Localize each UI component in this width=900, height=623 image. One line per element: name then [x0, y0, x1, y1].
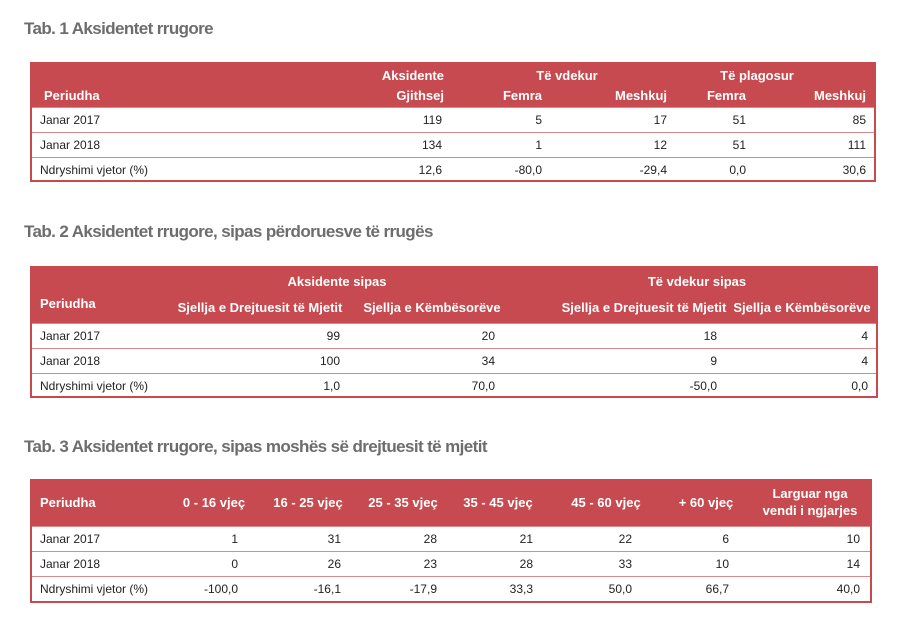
row-label: Janar 2017: [40, 113, 101, 127]
col-header: 0 - 16 vjeç: [182, 495, 246, 510]
cell: 14: [846, 557, 860, 571]
cell: 34: [481, 354, 495, 368]
cell: 1: [231, 532, 238, 546]
cell: 119: [422, 113, 442, 127]
cell: 12: [653, 138, 667, 152]
table-row: [32, 157, 874, 182]
col-header: Larguar nga: [772, 486, 848, 501]
col-header: Femra: [706, 88, 746, 103]
col-header: Gjithsej: [396, 88, 444, 103]
cell: 1: [535, 138, 542, 152]
group-accidents-header: Aksidente sipas: [287, 274, 387, 289]
group-dead-header: Të vdekur: [536, 68, 598, 83]
cell: 23: [423, 557, 437, 571]
cell: 99: [326, 329, 340, 343]
cell: 40,0: [836, 582, 860, 596]
table-row: [32, 526, 870, 551]
cell: 85: [852, 113, 866, 127]
cell: -80,0: [514, 163, 542, 177]
row-label: Janar 2018: [40, 138, 101, 152]
cell: 6: [722, 532, 729, 546]
table-3-title: Tab. 3 Aksidentet rrugore, sipas moshës së drejtuesit të mjetit: [24, 437, 487, 456]
col-header: vendi i ngjarjes: [762, 503, 858, 518]
cell: 0,0: [851, 379, 868, 393]
cell: 51: [732, 138, 746, 152]
col-header: 35 - 45 vjeç: [463, 495, 533, 510]
cell: -29,4: [639, 163, 667, 177]
table-row: [32, 323, 876, 348]
row-label: Janar 2017: [40, 532, 101, 546]
table-1-header: [32, 64, 874, 107]
cell: 50,0: [608, 582, 632, 596]
period-header: Periudha: [44, 88, 100, 103]
col-header: Sjellja e Këmbësorëve: [733, 300, 871, 315]
group-accidents-header: Aksidente: [381, 68, 444, 83]
row-label: Ndryshimi vjetor (%): [40, 163, 149, 177]
col-header: Sjellja e Drejtuesit të Mjetit: [177, 300, 343, 315]
table-row: [32, 576, 870, 601]
cell: 66,7: [705, 582, 729, 596]
row-label: Janar 2018: [40, 557, 101, 571]
table-2-header: [32, 268, 876, 323]
cell: 26: [327, 557, 341, 571]
cell: 111: [847, 138, 866, 152]
table-row: [32, 373, 876, 398]
cell: 28: [519, 557, 533, 571]
cell: 1,0: [323, 379, 340, 393]
cell: 20: [481, 329, 495, 343]
cell: 4: [861, 354, 868, 368]
row-label: Janar 2018: [40, 354, 101, 368]
cell: 10: [846, 532, 860, 546]
row-label: Ndryshimi vjetor (%): [40, 582, 149, 596]
cell: 70,0: [471, 379, 495, 393]
table-row: [32, 348, 876, 373]
col-header: Sjellja e Këmbësorëve: [363, 300, 501, 315]
cell: 5: [535, 113, 542, 127]
cell: 0,0: [729, 163, 746, 177]
period-header: Periudha: [40, 296, 96, 311]
table-1: [30, 62, 876, 182]
cell: 0: [231, 557, 238, 571]
cell: 33: [618, 557, 632, 571]
cell: 51: [732, 113, 746, 127]
cell: 30,6: [842, 163, 866, 177]
cell: 33,3: [509, 582, 533, 596]
table-1-title: Tab. 1 Aksidentet rrugore: [24, 19, 214, 38]
cell: -16,1: [313, 582, 341, 596]
cell: 100: [319, 354, 340, 368]
col-header: + 60 vjeç: [678, 495, 734, 510]
cell: 31: [327, 532, 341, 546]
cell: 18: [703, 329, 717, 343]
table-row: [32, 551, 870, 576]
table-row: [32, 107, 874, 132]
col-header: 16 - 25 vjeç: [273, 495, 343, 510]
cell: 134: [421, 138, 442, 152]
col-header: Sjellja e Drejtuesit të Mjetit: [561, 300, 727, 315]
cell: -17,9: [409, 582, 437, 596]
row-label: Ndryshimi vjetor (%): [40, 379, 149, 393]
col-header: Meshkuj: [813, 88, 866, 103]
group-dead-header: Të vdekur sipas: [647, 274, 747, 289]
row-label: Janar 2017: [40, 329, 101, 343]
table-2-title: Tab. 2 Aksidentet rrugore, sipas përdoruesve të rrugës: [24, 222, 433, 241]
table-3: [30, 479, 872, 603]
col-header: Femra: [502, 88, 542, 103]
cell: 17: [653, 113, 667, 127]
cell: -50,0: [689, 379, 717, 393]
group-injured-header: Të plagosur: [720, 68, 794, 83]
cell: 21: [519, 532, 533, 546]
period-header: Periudha: [40, 495, 96, 510]
cell: 9: [710, 354, 717, 368]
cell: 22: [618, 532, 632, 546]
table-3-header: [32, 481, 870, 526]
cell: 12,6: [418, 163, 442, 177]
col-header: 45 - 60 vjeç: [571, 495, 641, 510]
cell: 10: [715, 557, 729, 571]
col-header: 25 - 35 vjeç: [368, 495, 438, 510]
table-row: [32, 132, 874, 157]
cell: 28: [423, 532, 437, 546]
cell: 4: [861, 329, 868, 343]
col-header: Meshkuj: [614, 88, 667, 103]
table-2: [30, 266, 878, 398]
cell: -100,0: [203, 582, 238, 596]
